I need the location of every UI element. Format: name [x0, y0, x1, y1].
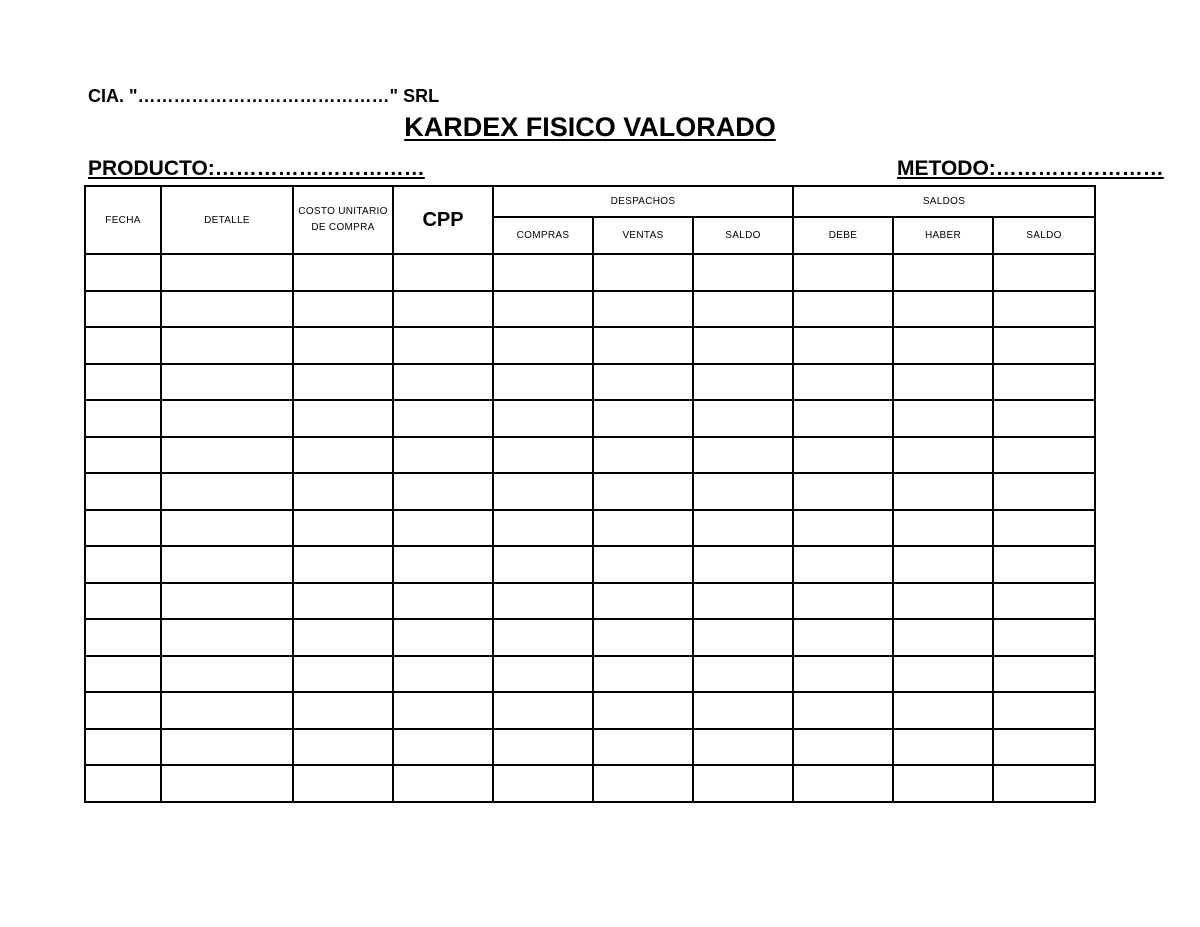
- table-row: [85, 291, 1095, 328]
- table-cell: [393, 692, 493, 729]
- table-cell: [793, 473, 893, 510]
- table-cell: [993, 364, 1095, 401]
- header-fecha: FECHA: [85, 186, 161, 254]
- table-cell: [161, 619, 293, 656]
- table-cell: [161, 692, 293, 729]
- company-name: CIA. "……………………………………" SRL: [88, 86, 440, 106]
- table-cell: [493, 765, 593, 802]
- table-cell: [161, 254, 293, 291]
- table-row: [85, 765, 1095, 802]
- header-saldos-saldo: SALDO: [993, 217, 1095, 254]
- table-cell: [993, 619, 1095, 656]
- table-cell: [893, 291, 993, 328]
- table-cell: [793, 692, 893, 729]
- header-ventas: VENTAS: [593, 217, 693, 254]
- table-cell: [293, 254, 393, 291]
- table-cell: [393, 254, 493, 291]
- table-cell: [161, 291, 293, 328]
- header-detalle: DETALLE: [161, 186, 293, 254]
- table-cell: [85, 692, 161, 729]
- table-cell: [693, 400, 793, 437]
- table-cell: [393, 729, 493, 766]
- kardex-table: [84, 185, 1096, 803]
- table-cell: [493, 254, 593, 291]
- table-row: [85, 546, 1095, 583]
- table-cell: [293, 510, 393, 547]
- table-cell: [993, 400, 1095, 437]
- header-costo-unitario: COSTO UNITARIO DE COMPRA: [293, 186, 393, 254]
- table-cell: [793, 327, 893, 364]
- title-wrapper: [0, 112, 1180, 143]
- table-cell: [161, 765, 293, 802]
- table-cell: [793, 656, 893, 693]
- kardex-body: [85, 254, 1095, 802]
- table-cell: [693, 364, 793, 401]
- table-cell: [993, 765, 1095, 802]
- table-cell: [293, 619, 393, 656]
- table-cell: [393, 437, 493, 474]
- table-cell: [993, 692, 1095, 729]
- table-cell: [85, 546, 161, 583]
- table-cell: [993, 327, 1095, 364]
- header-debe: DEBE: [793, 217, 893, 254]
- table-cell: [85, 400, 161, 437]
- table-cell: [293, 692, 393, 729]
- table-cell: [893, 364, 993, 401]
- table-cell: [593, 765, 693, 802]
- table-cell: [85, 291, 161, 328]
- header-compras: COMPRAS: [493, 217, 593, 254]
- table-row: [85, 692, 1095, 729]
- table-cell: [993, 291, 1095, 328]
- header-haber: HABER: [893, 217, 993, 254]
- table-cell: [393, 765, 493, 802]
- table-cell: [893, 729, 993, 766]
- table-cell: [393, 510, 493, 547]
- table-cell: [493, 327, 593, 364]
- table-cell: [593, 729, 693, 766]
- table-row: [85, 656, 1095, 693]
- table-cell: [85, 729, 161, 766]
- table-cell: [393, 546, 493, 583]
- table-cell: [493, 583, 593, 620]
- table-cell: [493, 437, 593, 474]
- table-cell: [893, 546, 993, 583]
- table-cell: [793, 254, 893, 291]
- table-cell: [493, 656, 593, 693]
- header-group-saldos: SALDOS: [793, 186, 1095, 217]
- table-row: [85, 327, 1095, 364]
- table-cell: [161, 327, 293, 364]
- table-cell: [793, 765, 893, 802]
- table-cell: [593, 510, 693, 547]
- table-cell: [993, 510, 1095, 547]
- table-cell: [85, 583, 161, 620]
- table-cell: [793, 729, 893, 766]
- table-cell: [893, 510, 993, 547]
- table-cell: [493, 400, 593, 437]
- table-cell: [693, 473, 793, 510]
- table-row: [85, 400, 1095, 437]
- header-cpp: CPP: [393, 186, 493, 254]
- table-cell: [293, 291, 393, 328]
- table-cell: [893, 583, 993, 620]
- table-cell: [693, 656, 793, 693]
- table-row: [85, 473, 1095, 510]
- table-cell: [793, 291, 893, 328]
- table-cell: [693, 291, 793, 328]
- table-cell: [893, 400, 993, 437]
- table-cell: [593, 400, 693, 437]
- table-cell: [493, 692, 593, 729]
- table-row: [85, 510, 1095, 547]
- table-cell: [161, 546, 293, 583]
- table-row: [85, 729, 1095, 766]
- table-cell: [793, 364, 893, 401]
- table-cell: [693, 546, 793, 583]
- table-cell: [161, 656, 293, 693]
- document-title: KARDEX FISICO VALORADO: [404, 112, 776, 142]
- table-cell: [293, 656, 393, 693]
- table-cell: [593, 619, 693, 656]
- table-cell: [493, 364, 593, 401]
- table-cell: [893, 656, 993, 693]
- table-cell: [593, 327, 693, 364]
- table-cell: [393, 619, 493, 656]
- table-cell: [85, 327, 161, 364]
- table-cell: [893, 765, 993, 802]
- table-cell: [993, 729, 1095, 766]
- table-cell: [393, 327, 493, 364]
- table-cell: [993, 473, 1095, 510]
- table-cell: [793, 400, 893, 437]
- table-cell: [493, 473, 593, 510]
- table-cell: [85, 765, 161, 802]
- table-cell: [993, 656, 1095, 693]
- table-row: [85, 437, 1095, 474]
- header-group-despachos: DESPACHOS: [493, 186, 793, 217]
- table-cell: [593, 656, 693, 693]
- table-cell: [493, 729, 593, 766]
- table-cell: [393, 656, 493, 693]
- table-cell: [693, 583, 793, 620]
- table-row: [85, 619, 1095, 656]
- table-cell: [393, 291, 493, 328]
- table-cell: [493, 291, 593, 328]
- table-cell: [293, 729, 393, 766]
- table-cell: [693, 729, 793, 766]
- table-cell: [161, 510, 293, 547]
- table-cell: [593, 437, 693, 474]
- table-cell: [493, 546, 593, 583]
- table-row: [85, 254, 1095, 291]
- table-cell: [85, 473, 161, 510]
- table-cell: [161, 583, 293, 620]
- table-cell: [85, 656, 161, 693]
- table-cell: [85, 619, 161, 656]
- table-cell: [161, 473, 293, 510]
- table-cell: [593, 583, 693, 620]
- table-cell: [85, 254, 161, 291]
- table-cell: [293, 364, 393, 401]
- table-cell: [593, 291, 693, 328]
- table-cell: [493, 510, 593, 547]
- table-cell: [593, 364, 693, 401]
- table-cell: [293, 546, 393, 583]
- table-cell: [693, 765, 793, 802]
- table-cell: [993, 546, 1095, 583]
- method-field: METODO:……………………: [897, 157, 1164, 180]
- table-cell: [793, 619, 893, 656]
- table-cell: [293, 583, 393, 620]
- table-cell: [393, 364, 493, 401]
- table-cell: [893, 473, 993, 510]
- table-cell: [993, 437, 1095, 474]
- table-cell: [293, 437, 393, 474]
- table-cell: [793, 583, 893, 620]
- table-cell: [85, 364, 161, 401]
- table-cell: [161, 437, 293, 474]
- table-cell: [593, 254, 693, 291]
- table-cell: [593, 473, 693, 510]
- table-cell: [893, 437, 993, 474]
- header-despachos-saldo: SALDO: [693, 217, 793, 254]
- table-cell: [293, 473, 393, 510]
- table-cell: [293, 765, 393, 802]
- table-cell: [693, 510, 793, 547]
- table-row: [85, 364, 1095, 401]
- table-cell: [893, 254, 993, 291]
- table-cell: [85, 510, 161, 547]
- table-cell: [793, 546, 893, 583]
- table-row: [85, 583, 1095, 620]
- table-cell: [161, 400, 293, 437]
- table-cell: [893, 692, 993, 729]
- table-cell: [593, 546, 693, 583]
- table-cell: [693, 692, 793, 729]
- table-cell: [793, 437, 893, 474]
- table-cell: [693, 437, 793, 474]
- product-field: PRODUCTO:…………………………: [88, 157, 425, 180]
- table-cell: [393, 473, 493, 510]
- table-cell: [293, 400, 393, 437]
- table-cell: [693, 327, 793, 364]
- table-cell: [85, 437, 161, 474]
- table-cell: [161, 729, 293, 766]
- table-cell: [393, 583, 493, 620]
- table-cell: [161, 364, 293, 401]
- table-cell: [293, 327, 393, 364]
- table-cell: [893, 619, 993, 656]
- table-cell: [393, 400, 493, 437]
- table-cell: [993, 583, 1095, 620]
- table-cell: [793, 510, 893, 547]
- table-cell: [693, 254, 793, 291]
- table-cell: [693, 619, 793, 656]
- table-cell: [493, 619, 593, 656]
- table-cell: [893, 327, 993, 364]
- table-cell: [993, 254, 1095, 291]
- table-cell: [593, 692, 693, 729]
